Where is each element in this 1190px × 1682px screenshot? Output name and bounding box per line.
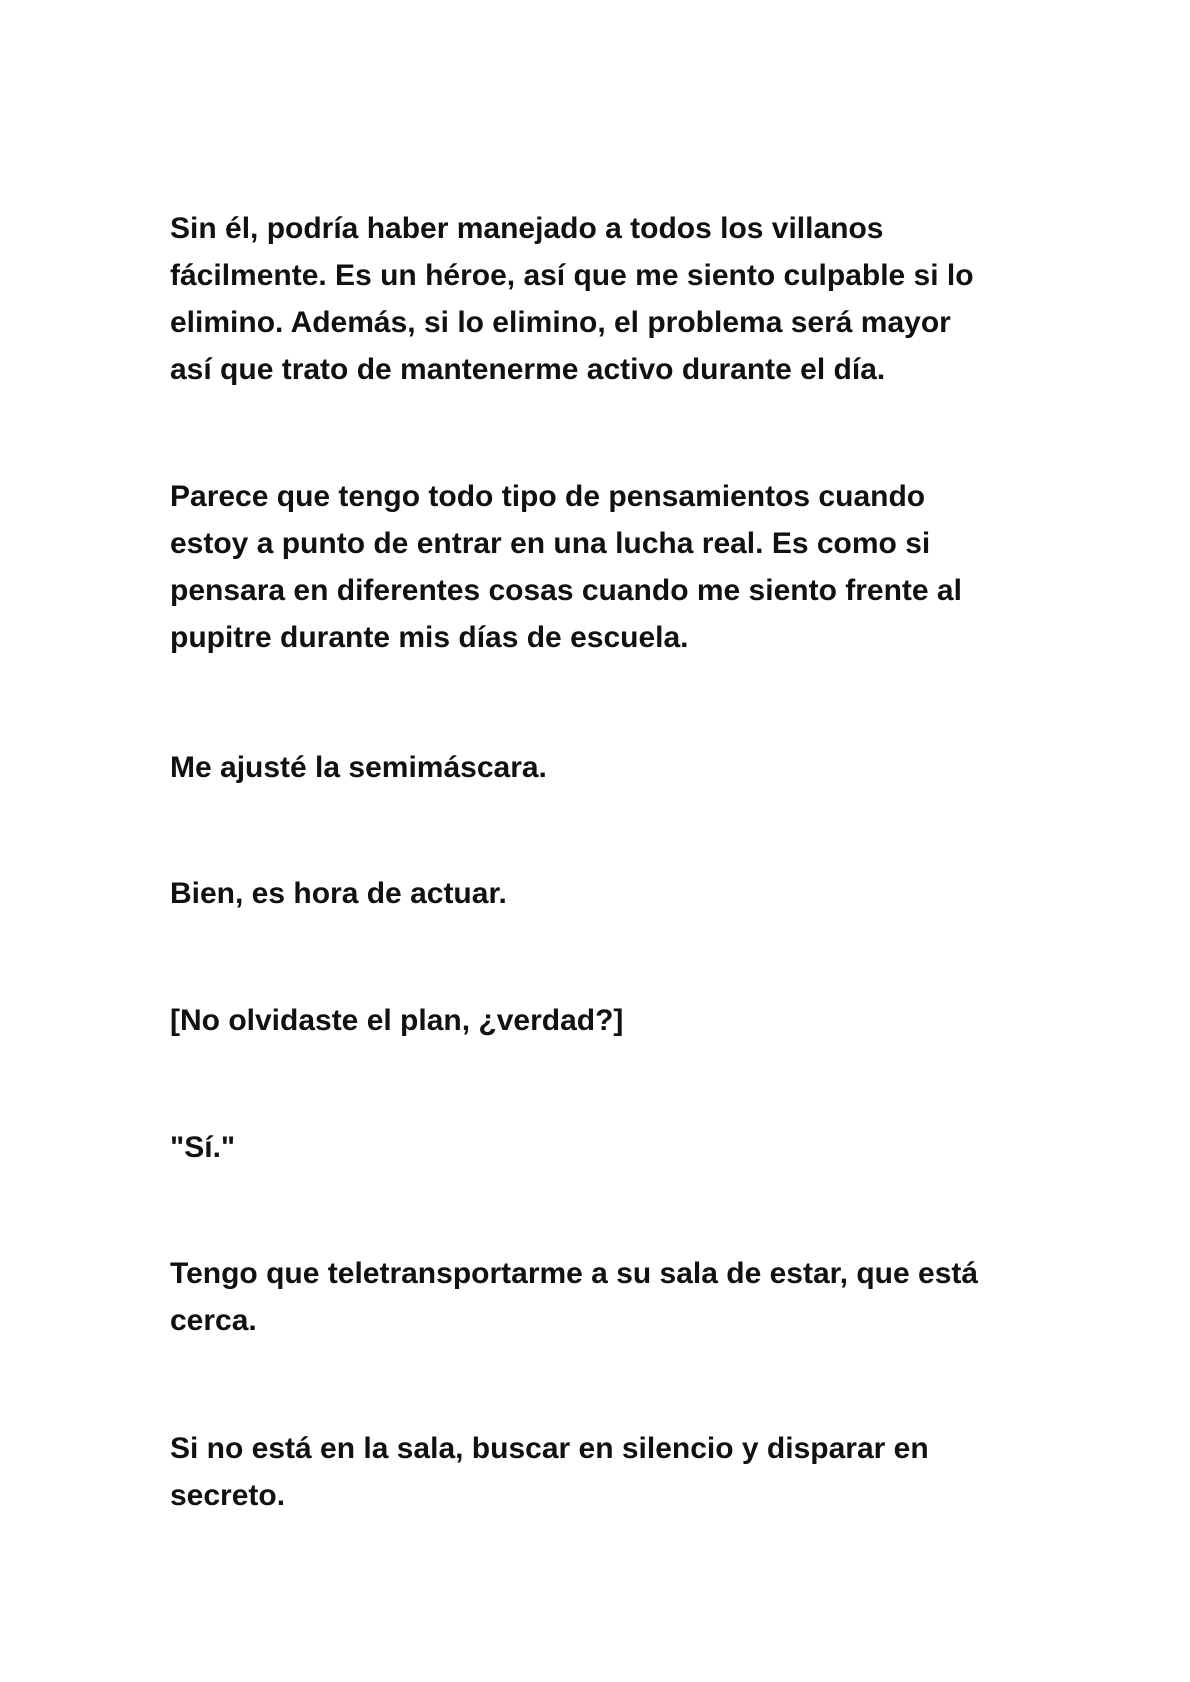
paragraph-1: Sin él, podría haber manejado a todos los villanos fácilmente. Es un héroe, así que me siento culpable si lo elimino. Además, si lo elimino, el problema será mayor así que trato de mantenerme activo durante el día. — [170, 212, 974, 386]
paragraph-2: Parece que tengo todo tipo de pensamientos cuando estoy a punto de entrar en una lucha real. Es como si pensara en diferentes cosas cuando me siento frente al pupitre durante mis días de escuela. — [170, 480, 962, 654]
paragraph-4: Bien, es hora de actuar. — [170, 877, 507, 910]
paragraph-3: Me ajusté la semimáscara. — [170, 751, 547, 784]
paragraph-5: [No olvidaste el plan, ¿verdad?] — [170, 1004, 624, 1037]
paragraph-8: Si no está en la sala, buscar en silencio y disparar en secreto. — [170, 1432, 929, 1512]
paragraph-7: Tengo que teletransportarme a su sala de estar, que está cerca. — [170, 1257, 979, 1337]
paragraph-6: "Sí." — [170, 1131, 236, 1164]
